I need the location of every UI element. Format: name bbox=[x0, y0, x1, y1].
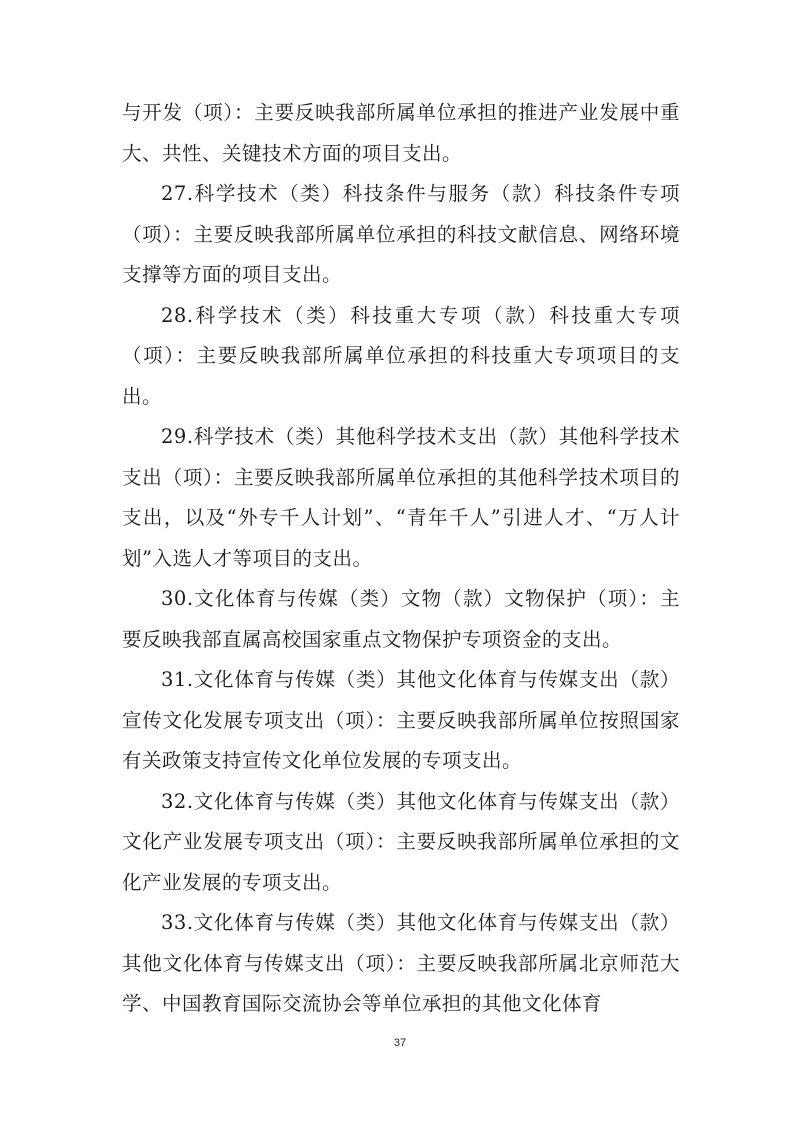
document-body bbox=[122, 93, 680, 1025]
paragraph-item-28: 28.科学技术（类）科技重大专项（款）科技重大专项（项）：主要反映我部所属单位承担的科技重大专项项目的支出。 bbox=[122, 303, 680, 408]
paragraph-item-32: 32.文化体育与传媒（类）其他文化体育与传媒支出（款）文化产业发展专项支出（项）：主要反映我部所属单位承担的文化产业发展的专项支出。 bbox=[122, 789, 680, 894]
paragraph-item-33: 33.文化体育与传媒（类）其他文化体育与传媒支出（款）其他文化体育与传媒支出（项）：主要反映我部所属北京师范大学、中国教育国际交流协会等单位承担的其他文化体育 bbox=[122, 911, 680, 1015]
paragraph-item-31: 31.文化体育与传媒（类）其他文化体育与传媒支出（款）宣传文化发展专项支出（项）：主要反映我部所属单位按照国家有关政策支持宣传文化单位发展的专项支出。 bbox=[122, 668, 680, 772]
paragraph-item-30: 30.文化体育与传媒（类）文物（款）文物保护（项）：主要反映我部直属高校国家重点文物保护专项资金的支出。 bbox=[122, 587, 680, 651]
paragraph-item-27: 27.科学技术（类）科技条件与服务（款）科技条件专项（项）：主要反映我部所属单位承担的科技文献信息、网络环境支撑等方面的项目支出。 bbox=[122, 182, 680, 286]
paragraph-item-29: 29.科学技术（类）其他科学技术支出（款）其他科学技术支出（项）：主要反映我部所属单位承担的其他科学技术项目的支出，以及“外专千人计划”、“青年千人”引进人才、“万人计划”入选人才等项目的支出。 bbox=[122, 425, 680, 570]
page-number: 37 bbox=[393, 1037, 407, 1049]
paragraph-continuation: 与开发（项）：主要反映我部所属单位承担的推进产业发展中重大、共性、关键技术方面的项目支出。 bbox=[122, 101, 680, 165]
